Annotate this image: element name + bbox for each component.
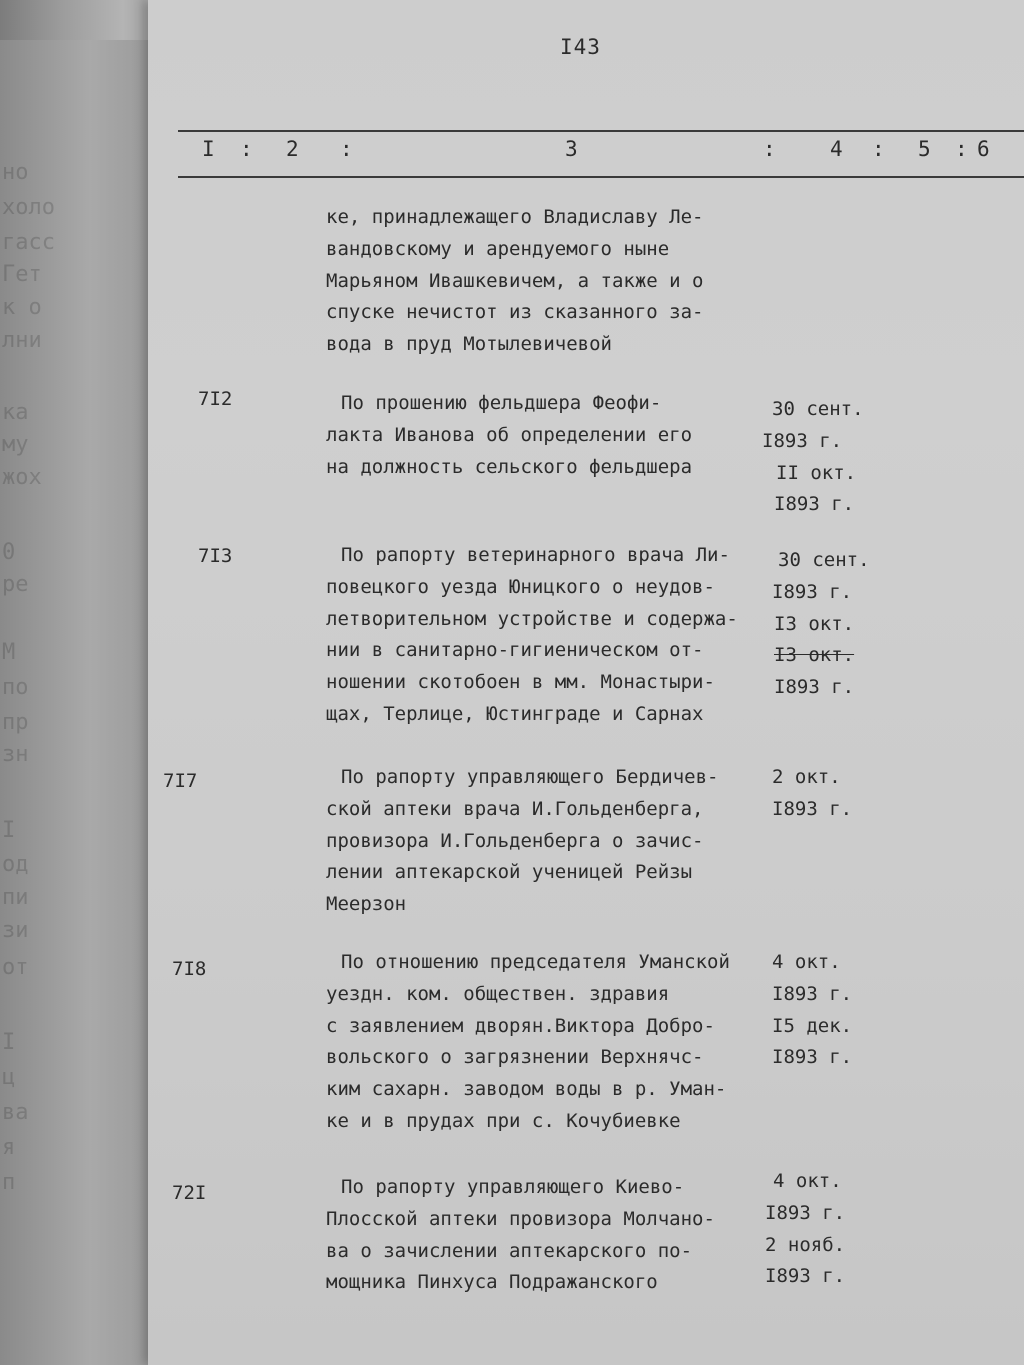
description-line: ке и в прудах при с. Кочубиевке — [326, 1109, 681, 1132]
column-separator: : — [763, 137, 776, 161]
description-line: По отношению председателя Уманской — [341, 951, 730, 973]
description-line: ке, принадлежащего Владиславу Ле- — [326, 206, 704, 228]
date-line: 30 сент. — [778, 549, 870, 571]
entry-dates — [772, 762, 852, 826]
date-line: I893 г. — [772, 982, 853, 1005]
date-line: I893 г. — [772, 797, 853, 820]
date-line: 30 сент. — [772, 398, 864, 420]
date-line: I893 г. — [774, 676, 855, 699]
date-line: 4 окт. — [772, 951, 841, 973]
header-rule-bottom — [178, 176, 1024, 178]
column-header: I — [202, 137, 215, 161]
entry-dates — [762, 394, 864, 521]
date-line: I893 г. — [765, 1201, 846, 1224]
column-header: 4 — [830, 137, 843, 161]
column-separator: : — [955, 137, 968, 161]
date-line: I893 г. — [774, 493, 855, 516]
date-line: I5 дек. — [772, 1014, 853, 1037]
description-line: летворительном устройстве и содержа- — [326, 607, 738, 630]
description-line: Плосской аптеки провизора Молчано- — [326, 1207, 715, 1230]
description-line: ким сахарн. заводом воды в р. Уман- — [326, 1078, 727, 1101]
description-line: повецкого уезда Юницкого о неудов- — [326, 575, 715, 598]
entry-description — [326, 388, 781, 483]
entry-dates — [765, 1166, 845, 1293]
entry-number: 7I3 — [198, 545, 233, 567]
column-header: 5 — [918, 137, 931, 161]
description-line: По рапорту управляющего Киево- — [341, 1176, 685, 1198]
date-line: I893 г. — [762, 429, 843, 452]
description-line: Марьяном Ивашкевичем, а также и о — [326, 269, 704, 292]
description-line: провизора И.Гольденберга о зачис- — [326, 829, 704, 852]
entry-number: 7I8 — [172, 958, 207, 980]
column-header: 3 — [565, 137, 578, 161]
entry-description — [326, 202, 766, 361]
description-line: уездн. ком. обществен. здравия — [326, 982, 670, 1005]
entry-dates — [772, 947, 852, 1074]
column-header: 2 — [286, 137, 299, 161]
bleed-through-text: но холо гасс Гет к о лни ка му жох 0 ре M по пр зн I од пи зи от I ц ва я п — [2, 160, 55, 1195]
date-line: I893 г. — [772, 580, 853, 603]
date-line: 2 нояб. — [765, 1233, 846, 1256]
description-line: вольского о загрязнении Верхнячс- — [326, 1046, 704, 1069]
description-line: с заявлением дворян.Виктора Добро- — [326, 1014, 715, 1037]
column-separator: : — [872, 137, 885, 161]
date-line: I893 г. — [765, 1265, 846, 1288]
column-separator: : — [340, 137, 353, 161]
description-line: По рапорту ветеринарного врача Ли- — [341, 544, 730, 566]
date-line: I893 г. — [772, 1046, 853, 1069]
entry-number: 7I7 — [163, 770, 198, 792]
description-line: лении аптекарской ученицей Рейзы — [326, 861, 693, 884]
date-line: 4 окт. — [773, 1170, 842, 1192]
description-line: ва о зачислении аптекарского по- — [326, 1239, 693, 1262]
description-line: щах, Терлице, Юстинграде и Сарнах — [326, 702, 704, 725]
description-line: нии в санитарно-гигиеническом от- — [326, 639, 704, 662]
date-line: II окт. — [776, 461, 857, 484]
page-number: I43 — [560, 35, 601, 59]
date-line: I3 окт. — [774, 644, 855, 667]
description-line: спуске нечистот из сказанного за- — [326, 301, 704, 324]
description-line: По рапорту управляющего Бердичев- — [341, 766, 719, 788]
column-header: 6 — [977, 137, 990, 161]
entry-description — [326, 947, 781, 1138]
description-line: По прошению фельдшера Феофи- — [341, 392, 662, 414]
entry-description — [326, 1172, 781, 1299]
description-line: вандовскому и арендуемого ныне — [326, 237, 670, 260]
column-separator: : — [240, 137, 253, 161]
description-line: ношении скотобоен в мм. Монастыри- — [326, 671, 715, 694]
entry-dates — [768, 545, 870, 704]
entry-description — [326, 540, 781, 731]
description-line: ской аптеки врача И.Гольденберга, — [326, 797, 704, 820]
date-line: I3 окт. — [774, 612, 855, 635]
column-headers — [0, 137, 1024, 173]
entry-description — [326, 762, 781, 921]
header-rule-top — [178, 130, 1024, 132]
description-line: на должность сельского фельдшера — [326, 455, 693, 478]
entry-number: 7I2 — [198, 388, 233, 410]
description-line: лакта Иванова об определении его — [326, 423, 693, 446]
entry-number: 72I — [172, 1182, 207, 1204]
date-line: 2 окт. — [772, 766, 841, 788]
description-line: мощника Пинхуса Подражанского — [326, 1271, 658, 1294]
description-line: Меерзон — [326, 893, 407, 916]
description-line: вода в пруд Мотылевичевой — [326, 333, 612, 356]
